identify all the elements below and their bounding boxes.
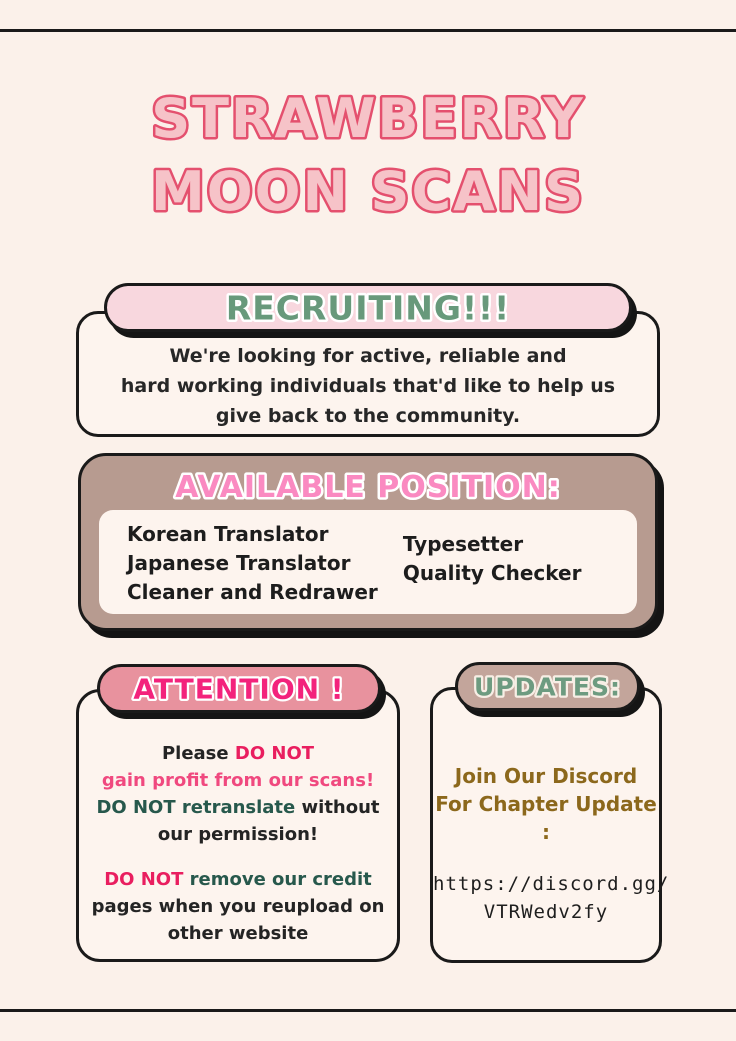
discord-url-line: VTRWedv2fy <box>483 901 609 923</box>
available-positions-card <box>78 453 658 631</box>
attention-line <box>89 740 387 767</box>
attention-do-not-retranslate: DO NOT retranslate <box>96 797 296 818</box>
attention-line <box>89 866 387 893</box>
top-border-line <box>0 29 736 32</box>
updates-body <box>433 690 670 926</box>
positions-panel <box>99 510 637 614</box>
attention-paragraph-1 <box>89 740 387 848</box>
attention-banner-svg <box>100 667 378 710</box>
recruiting-body-line: give back to the community. <box>215 405 521 427</box>
page-title <box>0 62 736 232</box>
attention-text: without <box>295 797 380 818</box>
discord-invite-line: Join Our Discord <box>454 764 638 788</box>
recruiting-body-line: We're looking for active, reliable and <box>169 345 567 367</box>
attention-do-not: DO NOT <box>234 743 315 764</box>
recruiting-banner-label: RECRUITING!!! <box>225 288 511 328</box>
available-positions-title-label: AVAILABLE POSITION: <box>175 469 561 505</box>
updates-banner-svg <box>458 665 637 708</box>
positions-list-left <box>99 510 395 614</box>
available-positions-title <box>81 461 655 511</box>
attention-line: our permission! <box>157 824 319 845</box>
recruiting-banner <box>104 283 632 332</box>
attention-line <box>89 794 387 821</box>
attention-do-not: DO NOT <box>104 869 184 890</box>
updates-banner <box>455 662 640 711</box>
recruiting-body-line: hard working individuals that'd like to help us <box>120 375 616 397</box>
recruiting-banner-svg <box>107 286 629 329</box>
position-item: Typesetter <box>402 532 524 556</box>
title-line-2: MOON SCANS <box>151 160 585 223</box>
discord-invite-line: For Chapter Update : <box>435 792 657 844</box>
bottom-border-line <box>0 1009 736 1012</box>
updates-card <box>430 687 670 963</box>
title-line-1: STRAWBERRY <box>151 87 585 150</box>
attention-line: pages when you reupload on <box>91 896 385 917</box>
attention-text: Please <box>161 743 235 764</box>
position-item: Quality Checker <box>402 561 582 585</box>
discord-invite-text <box>433 762 659 846</box>
discord-url-line: https://discord.gg/ <box>433 873 670 895</box>
position-item: Korean Translator <box>127 522 329 546</box>
attention-line: gain profit from our scans! <box>101 770 375 791</box>
attention-card <box>76 689 400 962</box>
attention-banner <box>97 664 381 713</box>
positions-list-right <box>395 510 582 614</box>
position-item: Japanese Translator <box>127 551 351 575</box>
discord-url <box>433 870 670 926</box>
updates-banner-label: UPDATES: <box>474 672 621 702</box>
attention-line: other website <box>167 923 309 944</box>
attention-banner-label: ATTENTION ! <box>133 672 345 706</box>
attention-paragraph-2 <box>89 866 387 947</box>
attention-text: remove our credit <box>183 869 372 890</box>
position-item: Cleaner and Redrawer <box>127 580 378 604</box>
attention-body <box>79 692 397 947</box>
